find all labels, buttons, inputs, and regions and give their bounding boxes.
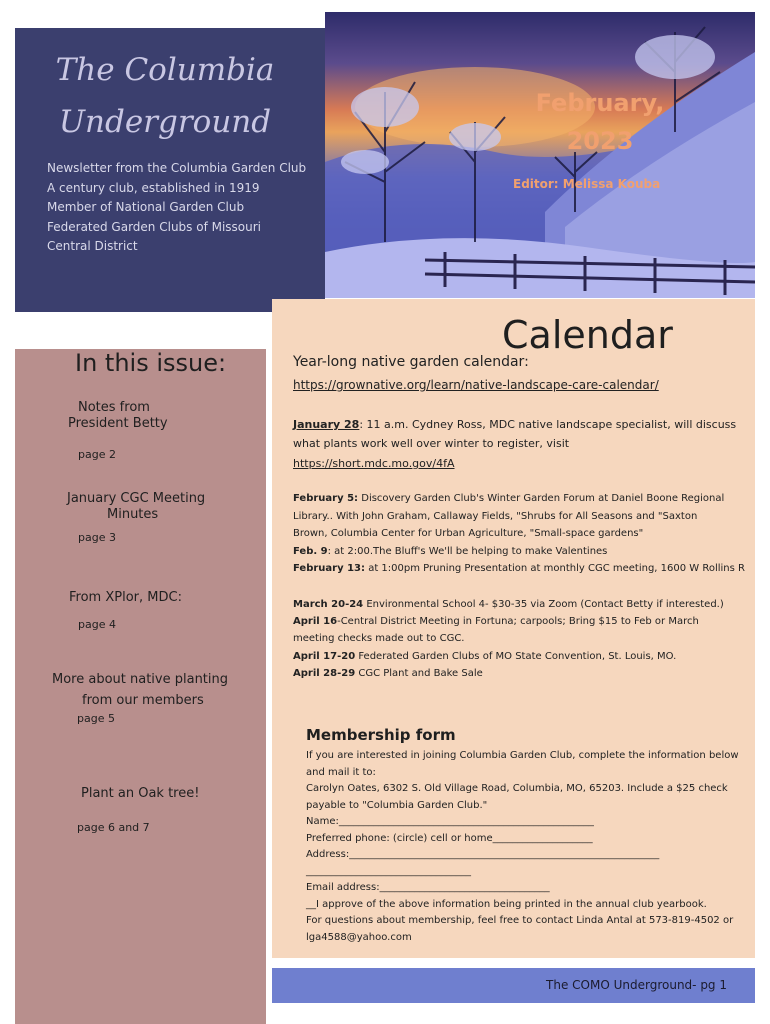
club-line: Central District xyxy=(47,239,138,253)
event-april-17 xyxy=(293,648,676,665)
event-text: Environmental School 4- $30-35 via Zoom (Contact Betty if interested.) xyxy=(363,599,724,610)
email-field[interactable]: Email address:__________________________________ xyxy=(306,882,550,893)
club-line: Member of National Garden Club xyxy=(47,200,245,214)
native-calendar-intro: Year-long native garden calendar: xyxy=(293,354,529,370)
event-text: Library.. With John Graham, Callaway Fields, "Shrubs for All Seasons and "Saxton xyxy=(293,511,698,522)
event-text: meeting checks made out to CGC. xyxy=(293,633,465,644)
event-feb-13 xyxy=(293,560,745,577)
club-line: A century club, established in 1919 xyxy=(47,180,260,195)
calendar-panel xyxy=(272,299,755,958)
membership-heading: Membership form xyxy=(306,726,456,744)
membership-line: Carolyn Oates, 6302 S. Old Village Road, Columbia, MO, 65203. Include a $25 check xyxy=(306,783,728,794)
event-date: January 28 xyxy=(293,418,360,431)
event-text: : 11 a.m. Cydney Ross, MDC native landscape specialist, will discuss xyxy=(359,418,737,431)
event-april-28 xyxy=(293,665,483,682)
event-date: April 16 xyxy=(293,616,338,627)
yearbook-approval-line[interactable]: __I approve of the above information being printed in the annual club yearbook. xyxy=(306,899,707,910)
membership-line: For questions about membership, feel free to contact Linda Antal at 573-819-4502 or xyxy=(306,915,734,926)
footer-bar xyxy=(272,968,755,1003)
event-text: CGC Plant and Bake Sale xyxy=(355,668,483,679)
editor-credit: Editor: Melissa Kouba xyxy=(513,177,661,191)
register-link[interactable]: https://short.mdc.mo.gov/4fA xyxy=(293,457,455,470)
issue-item-page: page 2 xyxy=(78,448,116,461)
event-date: February 5: xyxy=(293,493,359,504)
event-text: Federated Garden Clubs of MO State Convention, St. Louis, MO. xyxy=(355,651,677,662)
event-date: Feb. 9 xyxy=(293,546,328,557)
issue-item-title: January CGC Meeting xyxy=(67,491,206,506)
club-line: Federated Garden Clubs of Missouri xyxy=(47,219,262,234)
sidebar-heading: In this issue: xyxy=(75,349,227,377)
issue-item-page: page 3 xyxy=(78,531,116,544)
page-footer-text: The COMO Underground- pg 1 xyxy=(546,978,727,992)
event-date: February 13: xyxy=(293,563,366,574)
membership-line: and mail it to: xyxy=(306,767,376,778)
event-date: April 17-20 xyxy=(293,651,356,662)
issue-item-title: Minutes xyxy=(107,507,159,522)
address-field[interactable]: Address:______________________________________________________________ xyxy=(306,849,660,860)
event-feb-9 xyxy=(293,543,607,560)
event-date: April 28-29 xyxy=(293,668,356,679)
in-this-issue-sidebar xyxy=(15,349,266,1024)
native-calendar-link[interactable]: https://grownative.org/learn/native-landscape-care-calendar/ xyxy=(293,378,659,392)
issue-item-page: page 6 and 7 xyxy=(77,821,150,834)
address-field-continued[interactable]: _________________________________ xyxy=(306,866,471,877)
event-text: -Central District Meeting in Fortuna; carpools; Bring $15 to Feb or March xyxy=(337,616,699,627)
event-jan-28 xyxy=(293,416,736,433)
event-april-16 xyxy=(293,613,699,630)
masthead xyxy=(15,28,325,312)
event-feb-5 xyxy=(293,490,724,507)
issue-item-title: From XPlor, MDC: xyxy=(69,590,182,605)
event-text: : at 2:00.The Bluff's We'll be helping to make Valentines xyxy=(327,546,608,557)
issue-item-title: More about native planting xyxy=(52,672,229,687)
newsletter-title xyxy=(15,44,315,148)
issue-item-title: Plant an Oak tree! xyxy=(81,786,200,801)
event-text: Discovery Garden Club's Winter Garden Forum at Daniel Boone Regional xyxy=(358,493,725,504)
issue-item-page: page 5 xyxy=(77,712,115,725)
membership-line: If you are interested in joining Columbia Garden Club, complete the information below xyxy=(306,750,739,761)
title-line-1: The Columbia xyxy=(55,52,275,88)
name-field[interactable]: Name:___________________________________________________ xyxy=(306,816,594,827)
issue-item-page: page 4 xyxy=(78,618,116,631)
issue-item-title: Notes from xyxy=(78,400,150,415)
calendar-heading: Calendar xyxy=(502,313,673,357)
issue-item-title: President Betty xyxy=(68,416,168,431)
event-march xyxy=(293,596,724,613)
contact-email: lga4588@yahoo.com xyxy=(306,932,412,943)
issue-date xyxy=(495,84,705,160)
issue-year: 2023 xyxy=(566,127,634,155)
membership-line: payable to "Columbia Garden Club." xyxy=(306,800,488,811)
event-text: at 1:00pm Pruning Presentation at monthly CGC meeting, 1600 W Rollins R xyxy=(365,563,745,574)
winter-scene-photo xyxy=(325,12,755,298)
issue-item-title: from our members xyxy=(82,693,204,708)
event-date: March 20-24 xyxy=(293,599,364,610)
club-description xyxy=(47,159,306,257)
issue-month: February, xyxy=(535,89,665,117)
title-line-2: Underground xyxy=(58,104,272,140)
event-text: Brown, Columbia Center for Urban Agriculture, "Small-space gardens" xyxy=(293,528,644,539)
phone-field[interactable]: Preferred phone: (circle) cell or home____________________ xyxy=(306,833,593,844)
club-line: Newsletter from the Columbia Garden Club xyxy=(47,161,307,175)
event-text: what plants work well over winter to register, visit xyxy=(293,437,570,450)
